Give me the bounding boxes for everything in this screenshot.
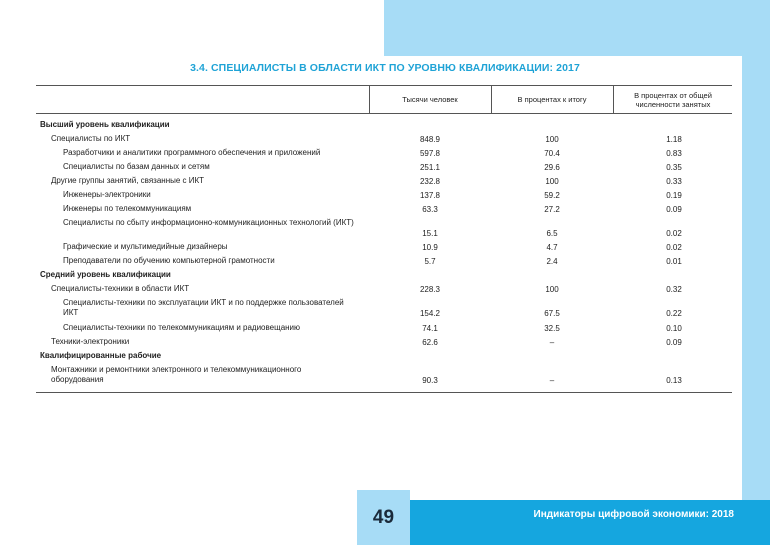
- row-label: Специалисты-техники по телекоммуникациям и радиовещанию: [63, 323, 301, 332]
- value-percent-total: 27.2: [544, 205, 560, 214]
- value-percent-total: 100: [545, 135, 559, 144]
- value-thousands: 62.6: [422, 338, 438, 347]
- value-percent-total: 2.4: [546, 257, 558, 266]
- section-row-mid-skill: [36, 270, 732, 281]
- row-label: Техники-электроники: [51, 337, 130, 346]
- value-percent-employed: 0.19: [666, 191, 682, 200]
- table-row: [36, 204, 732, 215]
- table-header-rule: [36, 113, 732, 114]
- value-percent-total: –: [549, 338, 555, 347]
- value-percent-total: 59.2: [544, 191, 560, 200]
- page-number: 49: [357, 490, 410, 545]
- value-percent-total: 100: [545, 285, 559, 294]
- value-percent-total: 32.5: [544, 324, 560, 333]
- section-row-high-skill: [36, 120, 732, 131]
- table-row: [36, 298, 732, 319]
- table-row: [36, 284, 732, 295]
- value-percent-employed: 0.33: [666, 177, 682, 186]
- table-row: [36, 218, 732, 239]
- top-accent-band: [384, 0, 770, 56]
- value-percent-employed: 0.02: [666, 229, 682, 238]
- table-row: [36, 323, 732, 334]
- value-percent-employed: 0.83: [666, 149, 682, 158]
- row-label: Высший уровень квалификации: [40, 120, 170, 129]
- value-thousands: 63.3: [422, 205, 438, 214]
- value-thousands: 597.8: [419, 149, 441, 158]
- row-label: Специалисты-техники в области ИКТ: [51, 284, 190, 293]
- value-percent-employed: 1.18: [666, 135, 682, 144]
- table-row: [36, 134, 732, 145]
- value-percent-total: 67.5: [544, 309, 560, 318]
- value-percent-employed: 0.32: [666, 285, 682, 294]
- value-percent-total: 4.7: [546, 243, 558, 252]
- table-row: [36, 190, 732, 201]
- right-accent-band: [742, 0, 770, 545]
- row-label: Средний уровень квалификации: [40, 270, 171, 279]
- value-thousands: 10.9: [422, 243, 438, 252]
- table-row: [36, 365, 732, 386]
- value-thousands: 251.1: [419, 163, 441, 172]
- value-thousands: 90.3: [422, 376, 438, 385]
- table-bottom-rule: [36, 392, 732, 393]
- row-label: Инженеры по телекоммуникациям: [63, 204, 192, 213]
- table-title: 3.4. СПЕЦИАЛИСТЫ В ОБЛАСТИ ИКТ ПО УРОВНЮ КВАЛИФИКАЦИИ: 2017: [190, 62, 580, 74]
- publication-title: Индикаторы цифровой экономики: 2018: [533, 509, 734, 520]
- value-thousands: 5.7: [424, 257, 436, 266]
- row-label: Специалисты по базам данных и сетям: [63, 162, 210, 171]
- row-label: Графические и мультимедийные дизайнеры: [63, 242, 228, 251]
- footer-bar: [410, 500, 770, 545]
- value-thousands: 228.3: [419, 285, 441, 294]
- row-label: Специалисты по сбыту информационно-коммуникационных технологий (ИКТ): [63, 218, 354, 227]
- value-percent-total: 70.4: [544, 149, 560, 158]
- value-percent-employed: 0.13: [666, 376, 682, 385]
- column-header-percent-employed: В процентах от общей численности занятых: [634, 90, 712, 109]
- table-row: [36, 256, 732, 267]
- column-header-thousands: Тысячи человек: [402, 95, 458, 104]
- value-percent-employed: 0.09: [666, 338, 682, 347]
- table-row: [36, 337, 732, 348]
- row-label: Другие группы занятий, связанные с ИКТ: [51, 176, 205, 185]
- row-label: Разработчики и аналитики программного обеспечения и приложений: [63, 148, 321, 157]
- section-row-skilled-workers: [36, 351, 732, 362]
- value-thousands: 848.9: [419, 135, 441, 144]
- value-thousands: 232.8: [419, 177, 441, 186]
- value-percent-employed: 0.10: [666, 324, 682, 333]
- row-label: Монтажники и ремонтники электронного и телекоммуникационного оборудования: [51, 365, 302, 384]
- row-label: Квалифицированные рабочие: [40, 351, 162, 360]
- row-label: Преподаватели по обучению компьютерной грамотности: [63, 256, 275, 265]
- value-percent-total: 29.6: [544, 163, 560, 172]
- value-thousands: 74.1: [422, 324, 438, 333]
- value-percent-total: –: [549, 376, 555, 385]
- column-header-percent-total: В процентах к итогу: [517, 95, 587, 104]
- table-row: [36, 242, 732, 253]
- row-label: Специалисты по ИКТ: [51, 134, 131, 143]
- table-row: [36, 176, 732, 187]
- value-percent-employed: 0.01: [666, 257, 682, 266]
- value-percent-employed: 0.22: [666, 309, 682, 318]
- value-percent-employed: 0.09: [666, 205, 682, 214]
- value-percent-employed: 0.02: [666, 243, 682, 252]
- value-thousands: 154.2: [419, 309, 441, 318]
- table-row: [36, 148, 732, 159]
- value-percent-employed: 0.35: [666, 163, 682, 172]
- value-thousands: 15.1: [422, 229, 438, 238]
- value-thousands: 137.8: [419, 191, 441, 200]
- row-label: Инженеры-электроники: [63, 190, 151, 199]
- value-percent-total: 6.5: [546, 229, 558, 238]
- table-row: [36, 162, 732, 173]
- row-label: Специалисты-техники по эксплуатации ИКТ и по поддержке пользователей ИКТ: [63, 298, 344, 317]
- value-percent-total: 100: [545, 177, 559, 186]
